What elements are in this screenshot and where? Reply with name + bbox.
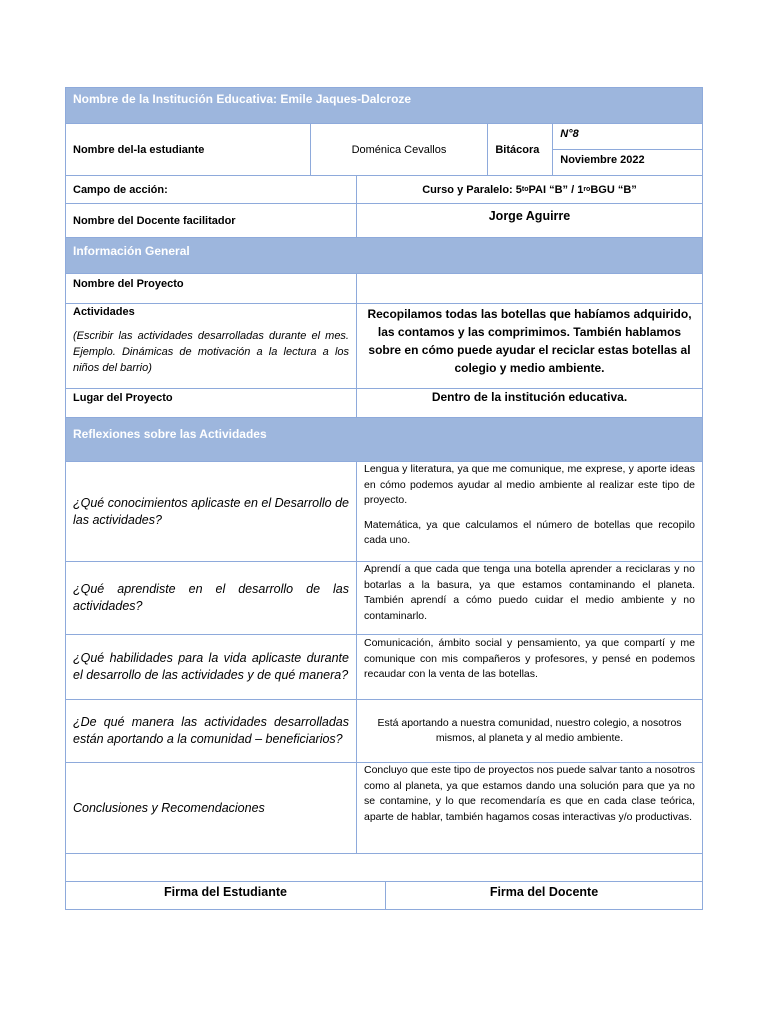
answer-4: Está aportando a nuestra comunidad, nuestro colegio, a nosotros mismos, al planeta y al medio ambiente. (356, 700, 702, 762)
general-title: Información General (73, 244, 190, 258)
bitacora-label: Bitácora (487, 124, 552, 175)
reflexion-row-2 (65, 562, 703, 635)
question-5: Conclusiones y Recomendaciones (73, 800, 265, 815)
question-3: ¿Qué habilidades para la vida aplicaste durante el desarrollo de las actividades y de qué manera? (73, 651, 349, 682)
bitacora-number: N°8 (553, 124, 702, 150)
campo-row (65, 176, 703, 204)
actividades-hint: (Escribir las actividades desarrolladas durante el mes. Ejemplo. Dinámicas de motivación a la lectura a los niños del barrio) (73, 330, 349, 374)
bitacora-form (65, 87, 703, 910)
institution-title: Nombre de la Institución Educativa: Emile Jaques-Dalcroze (73, 92, 412, 106)
lugar-value: Dentro de la institución educativa. (356, 389, 702, 417)
proyecto-row (65, 274, 703, 304)
firma-estudiante: Firma del Estudiante (164, 885, 287, 899)
institution-header (65, 87, 703, 124)
student-label: Nombre del-la estudiante (73, 143, 205, 156)
actividades-label: Actividades (73, 306, 135, 318)
actividades-row (65, 304, 703, 389)
reflexion-row-5 (65, 763, 703, 854)
answer-2: Aprendí a que cada que tenga una botella aprender a reciclaras y no botarlas a la basura, ya que estamos contaminando el planeta. También aprendí a cómo puedo cuidar el medio ambiente y no contaminarlo. (356, 562, 702, 634)
reflexion-row-4 (65, 700, 703, 763)
answer-1-p1: Lengua y literatura, ya que me comunique, me exprese, y aporte ideas en cómo podemos ayudar al medio ambiente al realizar este tipo de proyecto. (364, 463, 695, 506)
curso-paralelo: Curso y Paralelo: 5 to PAI “B” / 1 ro BGU “B” (356, 176, 702, 203)
bitacora-info (552, 124, 702, 175)
question-1: ¿Qué conocimientos aplicaste en el Desarrollo de las actividades? (73, 495, 349, 527)
answer-5: Concluyo que este tipo de proyectos nos puede salvar tanto a nosotros como al planeta, ya que estamos dando una solución para que ya no se contamine, y lo que recomendaría es que en cada clase teórica, aparte de hablar, también hagamos cosas interactivas y/o productivas. (356, 763, 702, 853)
student-row (65, 124, 703, 176)
question-4: ¿De qué manera las actividades desarrolladas están aportando a la comunidad – beneficiarios? (73, 715, 349, 746)
reflexiones-header (65, 418, 703, 462)
lugar-row (65, 389, 703, 418)
question-2: ¿Qué aprendiste en el desarrollo de las actividades? (73, 582, 349, 613)
answer-1-p2: Matemática, ya que calculamos el número de botellas que recopilo cada uno. (364, 518, 695, 546)
actividades-cell (66, 304, 356, 388)
signature-row (65, 882, 703, 910)
docente-row (65, 204, 703, 238)
proyecto-value (356, 274, 702, 303)
reflexion-row-1 (65, 462, 703, 562)
bitacora-date: Noviembre 2022 (560, 154, 645, 166)
actividades-value: Recopilamos todas las botellas que habíamos adquirido, las contamos y las comprimimos. También hablamos sobre en cómo puede ayudar el reciclar estas botellas al colegio y medio ambiente. (356, 304, 702, 388)
campo-label: Campo de acción: (73, 183, 168, 196)
lugar-label: Lugar del Proyecto (73, 392, 173, 404)
answer-1 (356, 462, 702, 561)
reflexiones-title: Reflexiones sobre las Actividades (73, 427, 267, 441)
blank-row (65, 854, 703, 882)
firma-docente: Firma del Docente (385, 882, 702, 909)
answer-3: Comunicación, ámbito social y pensamiento, ya que compartí y me comunique con mis compañeros y profesores, y pensé en podemos recaudar con la venta de las botellas. (356, 635, 702, 699)
student-name: Doménica Cevallos (310, 124, 488, 175)
docente-name: Jorge Aguirre (356, 204, 702, 237)
proyecto-label: Nombre del Proyecto (73, 278, 184, 290)
general-header (65, 238, 703, 274)
docente-label: Nombre del Docente facilitador (73, 214, 236, 227)
reflexion-row-3 (65, 635, 703, 700)
